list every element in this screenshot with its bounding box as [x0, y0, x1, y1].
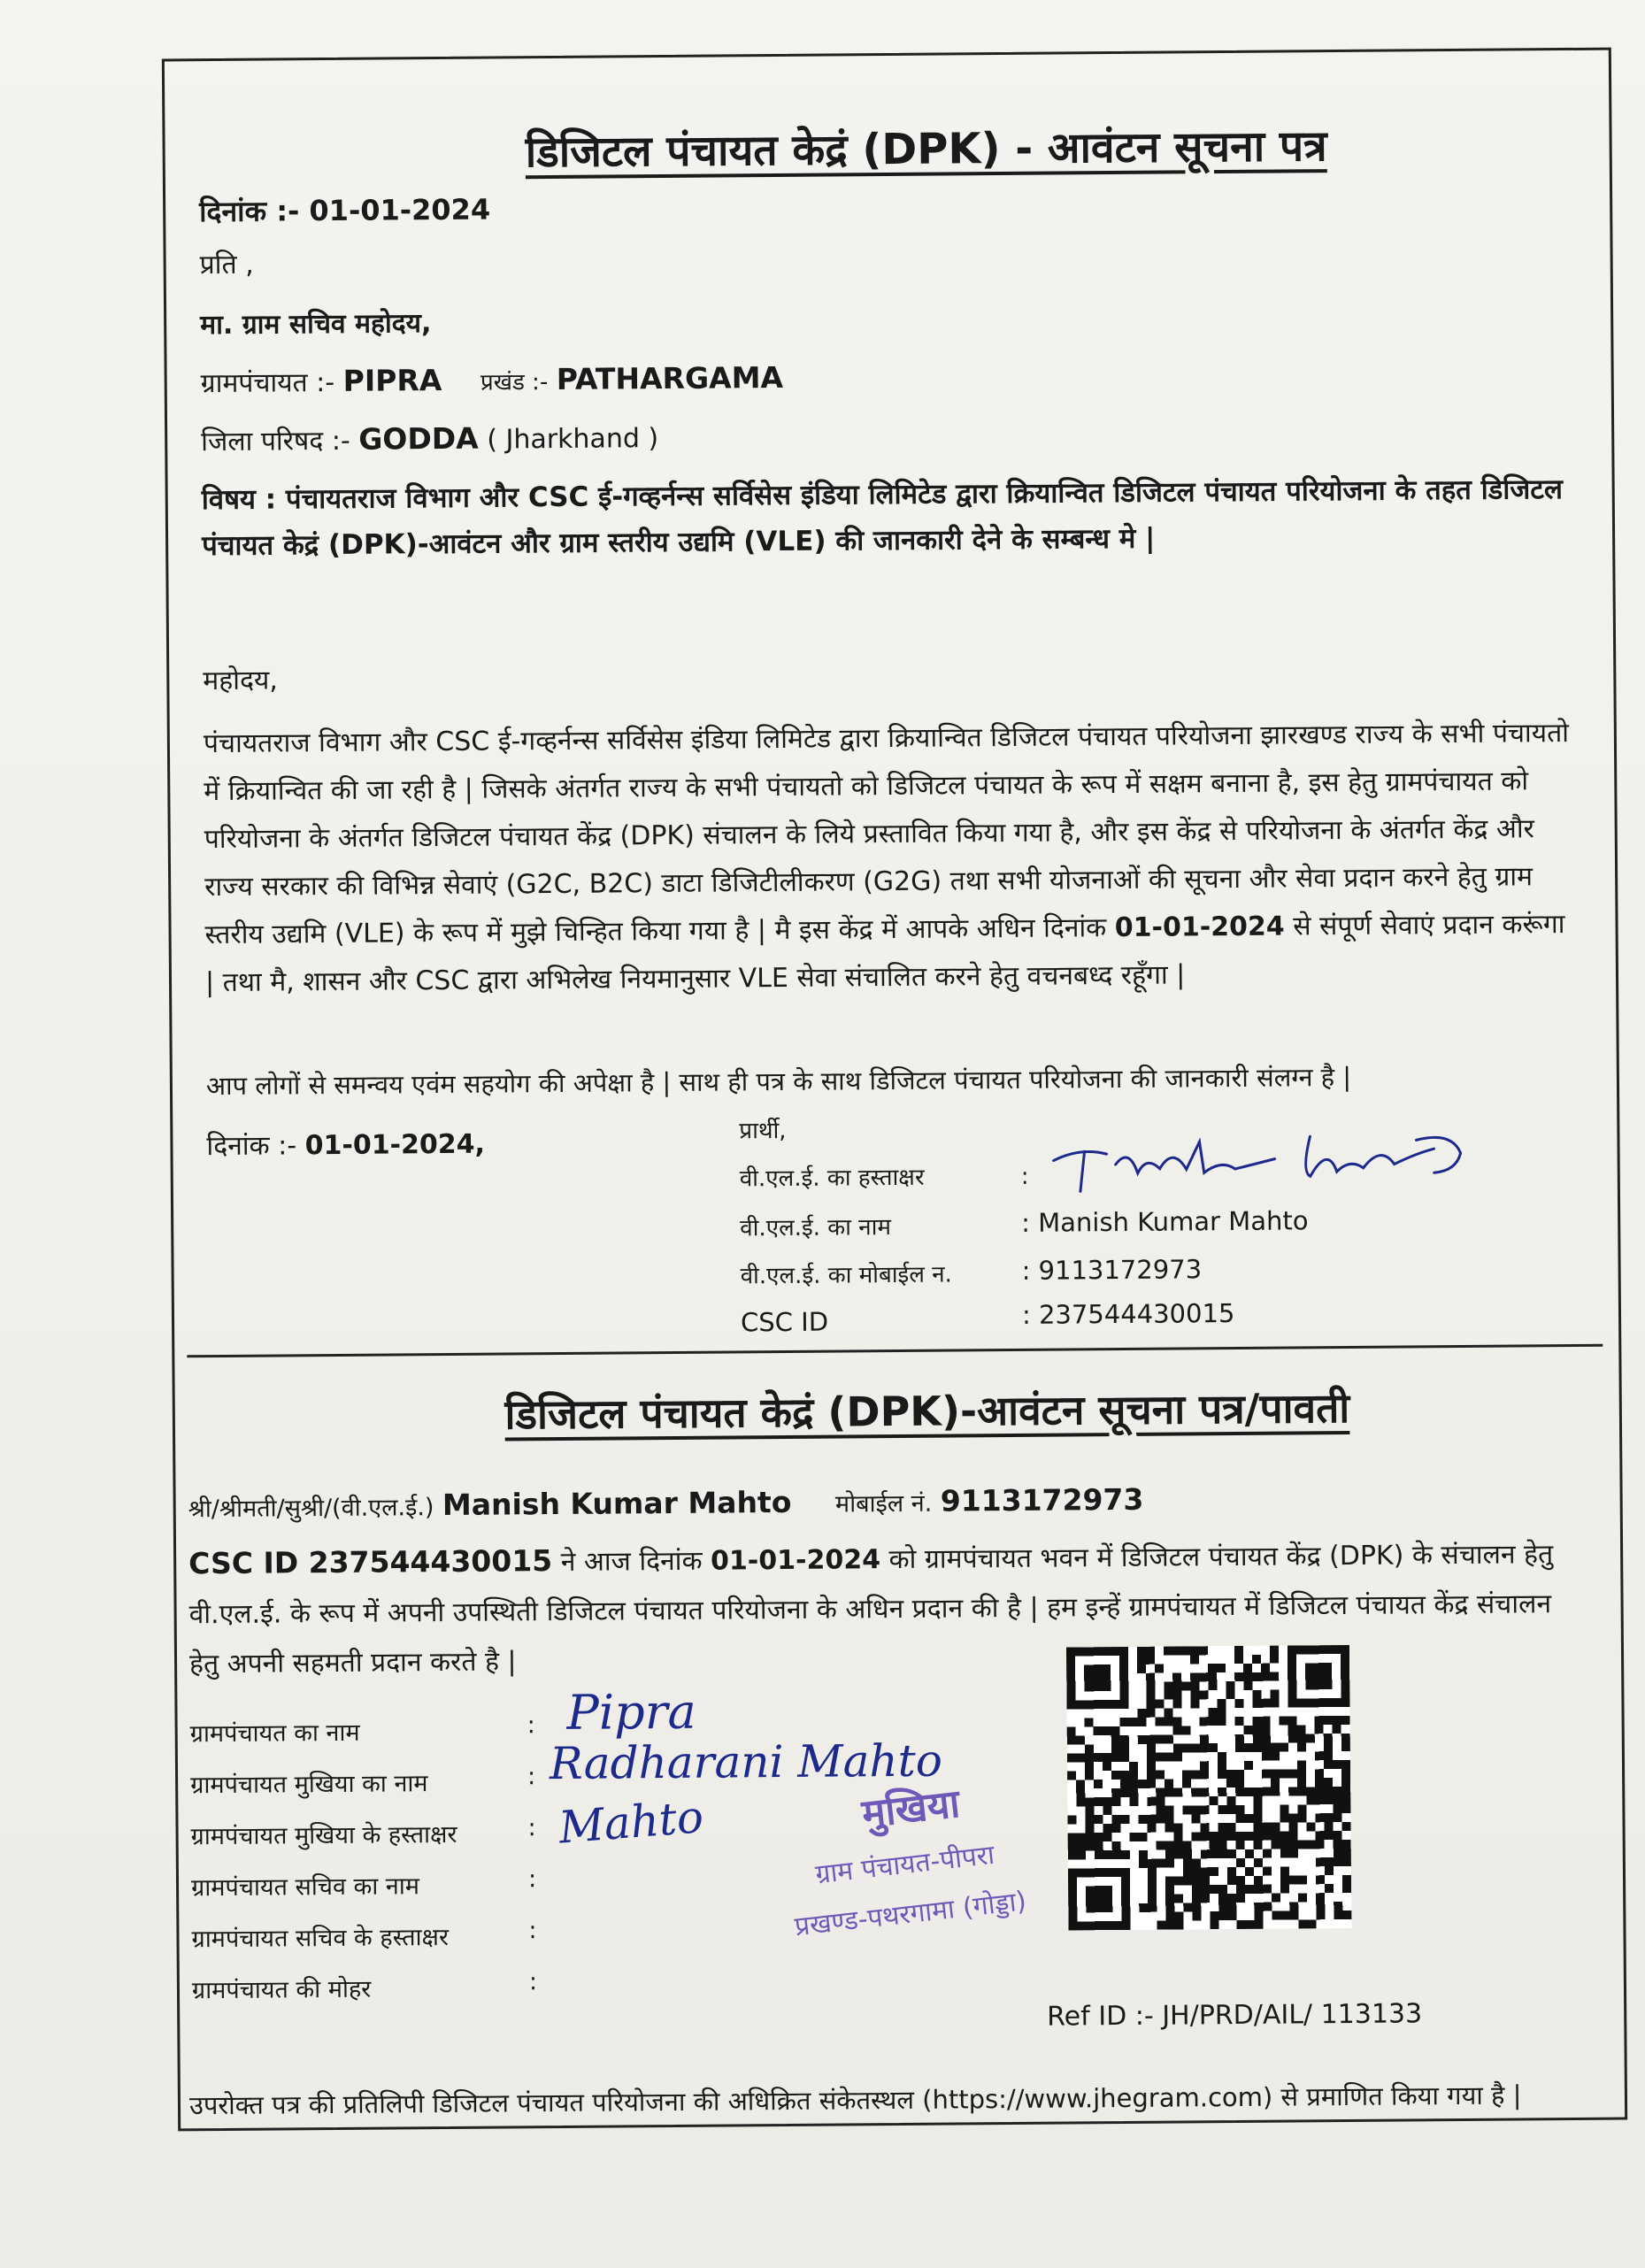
- qr-code-graphic: [1066, 1645, 1352, 1931]
- block-value: PATHARGAMA: [556, 359, 784, 396]
- salutation: महोदय,: [203, 665, 279, 697]
- date-label: दिनांक :-: [199, 194, 300, 229]
- vle-signature-mark: [1044, 1109, 1505, 1201]
- district-line: [201, 419, 658, 459]
- body-part2: से संपूर्ण सेवाएं प्रदान करूंगा | तथा मै, शासन और CSC द्वारा अभिलेख नियमानुसार VLE सेवा संचालित करने हेतु वचनबध्द रहूँगा |: [204, 909, 1565, 999]
- field-mukhiya-name-label: ग्रामपंचायत मुखिया का नाम: [190, 1770, 428, 1800]
- applicant-label: प्रार्थी,: [739, 1117, 787, 1145]
- stamp-line3: प्रखण्ड-पथरगामा (गोड्डा): [793, 1886, 1028, 1943]
- receipt-name-prefix: श्री/श्रीमती/सुश्री/(वी.एल.ई.): [188, 1494, 434, 1524]
- csc-id-value: : 237544430015: [1021, 1297, 1235, 1330]
- footer-note: उपरोक्त पत्र की प्रतिलिपी डिजिटल पंचायत परियोजना की अधिक्रित संकेतस्थल (https://www.jhegram.com) से प्रमाणित किया गया है |: [188, 2080, 1522, 2121]
- field-secretary-signature-label: ग्रामपंचायत सचिव के हस्ताक्षर: [191, 1923, 450, 1954]
- stamp-line1: मुखिया: [859, 1780, 963, 1837]
- gp-label: ग्रामपंचायत :-: [200, 366, 335, 400]
- gp-value: PIPRA: [342, 362, 442, 398]
- gp-block-line: [201, 359, 784, 401]
- letter-title: डिजिटल पंचायत केद्रं (DPK) - आवंटन सूचना पत्र: [525, 121, 1327, 178]
- receipt-csc-id: CSC ID 237544430015: [188, 1543, 553, 1581]
- vle-name-label: वी.एल.ई. का नाम: [740, 1214, 892, 1242]
- to-line: प्रति ,: [199, 249, 254, 281]
- field-gp-name-label: ग्रामपंचायत का नाम: [189, 1718, 360, 1749]
- district-value: GODDA: [358, 420, 479, 457]
- csc-id-label: CSC ID: [740, 1306, 829, 1338]
- field-mukhiya-signature-value: Mahto: [557, 1791, 705, 1854]
- receipt-text1: ने आज दिनांक: [560, 1545, 703, 1578]
- field-secretary-name-label: ग्रामपंचायत सचिव का नाम: [190, 1872, 420, 1903]
- field-gp-name-colon: :: [527, 1711, 535, 1740]
- field-mukhiya-signature-label: ग्रामपंचायत मुखिया के हस्ताक्षर: [190, 1820, 457, 1851]
- qr-code-icon: [1066, 1645, 1352, 1931]
- vle-mobile-label: वी.एल.ई. का मोबाईल न.: [740, 1261, 952, 1290]
- sign-date-value: 01-01-2024,: [304, 1128, 486, 1162]
- receipt-paragraph: [188, 1528, 1579, 1689]
- field-mukhiya-name-colon: :: [527, 1763, 536, 1791]
- state-value: ( Jharkhand ): [487, 423, 659, 456]
- ref-id: Ref ID :- JH/PRD/AIL/ 113133: [1047, 1998, 1423, 2033]
- vle-signature-colon: :: [1020, 1163, 1029, 1190]
- field-secretary-signature-colon: :: [528, 1917, 537, 1945]
- field-mukhiya-name-value: Radharani Mahto: [549, 1734, 943, 1790]
- receipt-name: Manish Kumar Mahto: [442, 1484, 792, 1523]
- receipt-name-line: [188, 1481, 1144, 1526]
- field-mukhiya-signature-colon: :: [527, 1814, 536, 1842]
- receipt-title: डिजिटल पंचायत केद्रं (DPK)-आवंटन सूचना पत्र/पावती: [504, 1383, 1350, 1439]
- addressee: मा. ग्राम सचिव महोदय,: [200, 308, 432, 342]
- receipt-date: 01-01-2024: [710, 1544, 881, 1577]
- vle-signature-label: वी.एल.ई. का हस्ताक्षर: [739, 1164, 925, 1193]
- receipt-mobile-label: मोबाईल नं.: [834, 1489, 933, 1518]
- date-line: [199, 192, 490, 230]
- body-date: 01-01-2024: [1114, 911, 1285, 944]
- field-secretary-name-colon: :: [527, 1865, 537, 1894]
- body-part1: पंचायतराज विभाग और CSC ई-गव्हर्नन्स सर्विसेस इंडिया लिमिटेड द्वारा क्रियान्वित डिजिटल पंचायत परियोजना झारखण्ड राज्य के सभी पंचायतो में क्रियान्वित की जा रही है | जिसके अंतर्गत राज्य के सभी पंचायतो को डिजिटल पंचायत के रूप में सक्षम बनाना है, इस हेतु ग्रामपंचायत को परियोजना के अंतर्गत डिजिटल पंचायत केंद्र (DPK) संचालन के लिये प्रस्तावित किया गया है, और इस केंद्र से परियोजना के अंतर्गत केंद्र और राज्य सरकार की विभिन्न सेवाएं (G2C, B2C) डाटा डिजिटीलीकरण (G2G) तथा सभी योजनाओं की सूचना और सेवा प्रदान करने हेतु ग्राम स्तरीय उद्यमि (VLE) के रूप में मुझे चिन्हित किया गया है | मै इस केंद्र में आपके अधिन दिनांक: [203, 718, 1570, 951]
- vle-name-value: : Manish Kumar Mahto: [1021, 1205, 1309, 1238]
- body-paragraph: [204, 710, 1577, 1007]
- sign-date-line: [206, 1128, 485, 1164]
- subject-paragraph: विषय : पंचायतराज विभाग और CSC ई-गव्हर्नन्स सर्विसेस इंडिया लिमिटेड द्वारा क्रियान्वित डिजिटल पंचायत परियोजना के तहत डिजिटल पंचायत केद्रं (DPK)-आवंटन और ग्राम स्तरीय उद्यमि (VLE) की जानकारी देने के सम्बन्ध मे |: [201, 473, 1564, 563]
- district-label: जिला परिषद :-: [201, 425, 350, 458]
- date-value: 01-01-2024: [309, 192, 491, 228]
- section-divider: [187, 1344, 1603, 1358]
- vle-mobile-value: : 9113172973: [1021, 1254, 1203, 1286]
- field-gp-name-value: Pipra: [566, 1683, 696, 1741]
- receipt-text2: को ग्रामपंचायत भवन में डिजिटल पंचायत केंद्र (DPK) के संचालन हेतु वी.एल.ई. के रूप में अपनी उपस्थिती डिजिटल पंचायत परियोजना के अधिन प्रदान की है | हम इन्हें ग्रामपंचायत में डिजिटल पंचायत केंद्र संचालन हेतु अपनी सहमती प्रदान करते है |: [188, 1539, 1554, 1680]
- closing-line: आप लोगों से समन्वय एवंम सहयोग की अपेक्षा है | साथ ही पत्र के साथ डिजिटल पंचायत परियोजना की जानकारी संलग्न है |: [205, 1061, 1352, 1102]
- stamp-line2: ग्राम पंचायत-पीपरा: [813, 1839, 996, 1891]
- receipt-mobile: 9113172973: [940, 1481, 1144, 1518]
- block-label: प्रखंड :-: [480, 369, 549, 396]
- field-seal-colon: :: [528, 1968, 538, 1996]
- letter-frame: [162, 48, 1627, 2132]
- sign-date-label: दिनांक :-: [206, 1130, 297, 1163]
- field-seal-label: ग्रामपंचायत की मोहर: [191, 1975, 372, 2005]
